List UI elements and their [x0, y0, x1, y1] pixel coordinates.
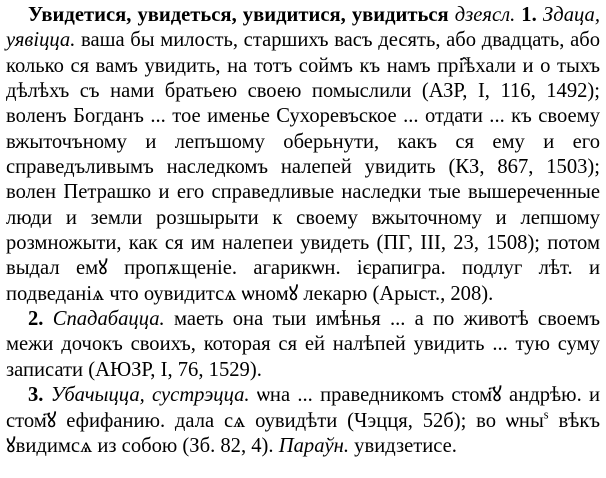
sense-gloss-2: Спадабацца. [52, 308, 165, 331]
sense-number-3: 3. [28, 384, 44, 407]
superscript-mark: s [543, 406, 549, 421]
entry-paragraph-3 [6, 383, 600, 459]
sense-text-1: ваша бы милость, старшихъ васъ десять, або двадцать, або колько ся вамъ увидить, на тотъ соймъ къ намъ прі̂ѣхали и о тыхъ дѣлѣхъ съ нами братьею своею помыслили (АЗР, I, 116, 1492); воленъ Богданъ ... тое именье Сухоревъское ... отдати ... къ своему вжыточъному и лепъшому оберьнути, какъ ся ему и его справедъливымъ наследкомъ налепей увидить (КЗ, 867, 1503); волен Петрашко и его справедливые наследки тые вышереченные люди и земли розшырыти к своему вжыточному и лепшому розмножыти, как ся им налепеи увидеть (ПГ, III, 23, 1508); потом выдал емꙋ пропѫщеніе. агарикѡн. ієрапигра. подлуг лѣт. и подведаніѧ что оувидитсѧ ѡномꙋ лекарю (Арыст., 208). [6, 29, 600, 305]
sense-number-1: 1. [521, 4, 537, 26]
sense-text-2: маеть она тыи имѣнья ... а по животѣ своемъ межи дочокъ своихъ, которая ся ей налѣпей увидить ... тую суму записати (АЮЗР, I, 76, 1529). [6, 308, 600, 381]
entry-paragraph-2 [6, 307, 600, 383]
entry-paragraph-1 [6, 3, 600, 307]
sense-number-2: 2. [28, 308, 44, 331]
sense-text-3b: вѣкъ ꙋвидимсѧ из собою (Зб. 82, 4). [6, 409, 600, 457]
sense-gloss-1: Здаца, уявіцца. [6, 4, 601, 52]
part-of-speech: дзеясл. [454, 4, 516, 26]
headword: Увидетися, увидеться, увидитися, увидиться [28, 4, 449, 26]
compare-label: Параўн. [278, 434, 350, 457]
sense-gloss-3: Убачыцца, сустрэцца. [50, 384, 250, 407]
variant-form: увидзетисе. [354, 434, 457, 457]
sense-text-3a: ѡна ... праведникомъ стом҃ꙋ андрѣю. и стом҃ꙋ ефифанию. дала сѧ оувидѣти (Чэцця, 52б); во ѡны [6, 384, 601, 432]
